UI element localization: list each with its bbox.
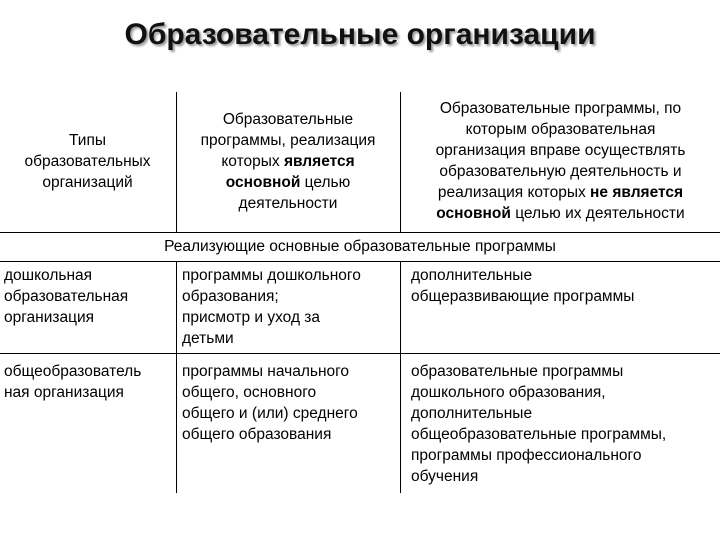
column-divider	[400, 92, 401, 232]
row-general-type	[4, 361, 176, 403]
emphasis-text: является	[283, 153, 355, 170]
cell-line: обучения	[411, 468, 479, 485]
cell-line: программы профессионального	[411, 447, 642, 464]
cell-line: общеразвивающие программы	[411, 288, 635, 305]
cell-line: присмотр и уход за	[182, 309, 321, 326]
header-line: образовательную деятельность и	[439, 163, 682, 180]
cell-line: образовательная	[4, 288, 129, 305]
header-line: реализация которых не является	[437, 184, 684, 201]
row-preschool-main	[182, 265, 398, 349]
header-types-of-organizations	[0, 130, 175, 193]
cell-line: общего образования	[182, 426, 332, 443]
emphasis-text: не является	[590, 184, 684, 201]
cell-line: общеобразовательные программы,	[411, 426, 667, 443]
page-title: Образовательные организации	[124, 18, 596, 51]
row-general-main	[182, 361, 398, 445]
header-line: Образовательные программы, по	[439, 100, 682, 117]
column-divider	[176, 92, 177, 232]
cell-line: образования;	[182, 288, 279, 305]
header-line: образовательных	[24, 153, 151, 170]
cell-line: общего и (или) среднего	[182, 405, 358, 422]
header-line: Образовательные	[222, 111, 354, 128]
row-divider	[0, 353, 720, 354]
header-line: программы, реализация	[200, 132, 376, 149]
column-divider	[400, 261, 401, 493]
row-divider	[0, 232, 720, 233]
cell-line: общего, основного	[182, 384, 317, 401]
header-main-programs	[176, 109, 400, 214]
cell-line: программы дошкольного	[182, 267, 361, 284]
row-preschool-type	[4, 265, 176, 328]
cell-line: организация	[4, 309, 95, 326]
column-divider	[176, 261, 177, 493]
row-divider	[0, 261, 720, 262]
header-line: основной целью их деятельности	[436, 205, 685, 222]
section-header: Реализующие основные образовательные программы	[164, 238, 556, 255]
header-line: организация вправе осуществлять	[435, 142, 686, 159]
cell-line: программы начального	[182, 363, 350, 380]
header-line: организаций	[42, 174, 133, 191]
cell-line: дошкольная	[4, 267, 93, 284]
header-line: Типы	[69, 132, 106, 149]
row-preschool-additional	[411, 265, 717, 307]
cell-line: образовательные программы	[411, 363, 624, 380]
cell-line: детьми	[182, 330, 234, 347]
header-line: деятельности	[238, 195, 338, 212]
header-line: которых является	[221, 153, 355, 170]
header-line: которым образовательная	[465, 121, 656, 138]
cell-line: ная организация	[4, 384, 124, 401]
row-general-additional	[411, 361, 717, 487]
cell-line: дошкольного образования,	[411, 384, 606, 401]
emphasis-text: основной	[436, 205, 511, 222]
header-line: основной целью	[225, 174, 351, 191]
emphasis-text: основной	[225, 174, 301, 191]
header-additional-programs	[401, 98, 720, 224]
cell-line: дополнительные	[411, 267, 533, 284]
cell-line: дополнительные	[411, 405, 533, 422]
cell-line: общеобразователь	[4, 363, 142, 380]
